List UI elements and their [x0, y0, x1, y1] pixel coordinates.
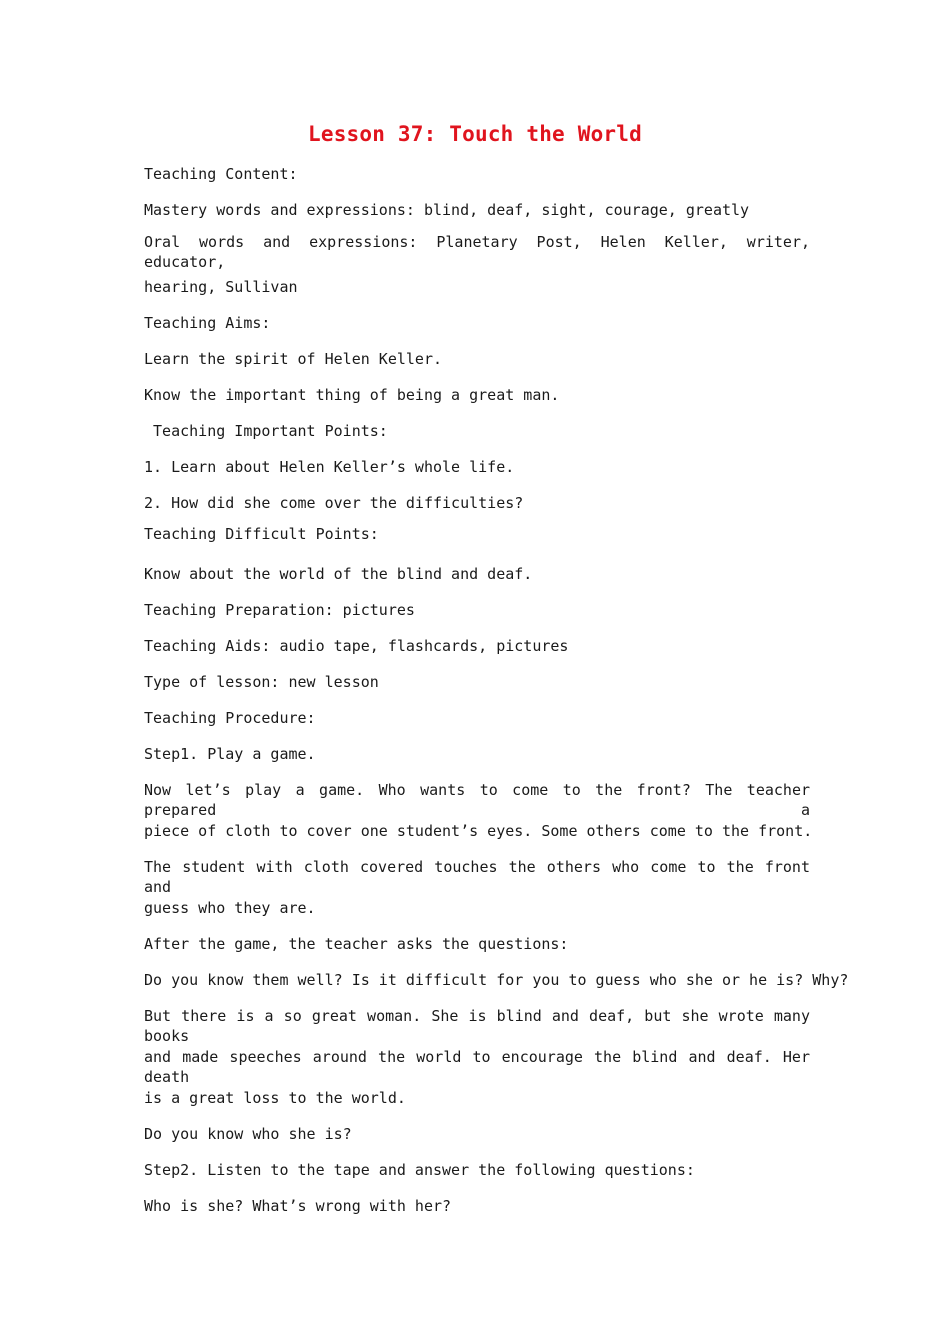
mastery-words-line: Mastery words and expressions: blind, deaf, sight, courage, greatly	[144, 201, 750, 219]
important-point-2: 2. How did she come over the difficulties?	[144, 494, 524, 512]
difficult-point-1: Know about the world of the blind and deaf.	[144, 565, 533, 583]
oral-words-line-1: Oral words and expressions: Planetary Post, Helen Keller, writer, educator,	[144, 233, 810, 271]
difficult-points-heading: Teaching Difficult Points:	[144, 525, 379, 543]
great-woman-line-2: and made speeches around the world to encourage the blind and deaf. Her death	[144, 1048, 810, 1086]
after-game-line: After the game, the teacher asks the questions:	[144, 935, 569, 953]
step1-paragraph2-line1: The student with cloth covered touches the others who come to the front and	[144, 858, 810, 896]
teaching-preparation: Teaching Preparation: pictures	[144, 601, 415, 619]
questions-line: Do you know them well? Is it difficult for you to guess who she or he is? Why?	[144, 971, 849, 989]
lesson-title: Lesson 37: Touch the World	[308, 122, 642, 146]
lesson-type: Type of lesson: new lesson	[144, 673, 379, 691]
step2-heading: Step2. Listen to the tape and answer the following questions:	[144, 1161, 695, 1179]
teaching-procedure-heading: Teaching Procedure:	[144, 709, 316, 727]
step1-paragraph1-line1: Now let’s play a game. Who wants to come to the front? The teacher prepared a	[144, 781, 810, 819]
oral-words-line-2: hearing, Sullivan	[144, 278, 298, 296]
step1-heading: Step1. Play a game.	[144, 745, 316, 763]
teaching-aims-heading: Teaching Aims:	[144, 314, 271, 332]
step1-paragraph2-line2: guess who they are.	[144, 899, 316, 917]
aim-line-2: Know the important thing of being a great man.	[144, 386, 560, 404]
great-woman-line-3: is a great loss to the world.	[144, 1089, 406, 1107]
who-is-she-question: Do you know who she is?	[144, 1125, 352, 1143]
great-woman-line-1: But there is a so great woman. She is blind and deaf, but she wrote many books	[144, 1007, 810, 1045]
step1-paragraph1-line2: piece of cloth to cover one student’s eyes. Some others come to the front.	[144, 822, 813, 840]
important-point-1: 1. Learn about Helen Keller’s whole life.	[144, 458, 515, 476]
aim-line-1: Learn the spirit of Helen Keller.	[144, 350, 443, 368]
step2-question-1: Who is she? What’s wrong with her?	[144, 1197, 452, 1215]
important-points-heading: Teaching Important Points:	[144, 422, 388, 440]
teaching-aids: Teaching Aids: audio tape, flashcards, pictures	[144, 637, 569, 655]
teaching-content-heading: Teaching Content:	[144, 165, 298, 183]
